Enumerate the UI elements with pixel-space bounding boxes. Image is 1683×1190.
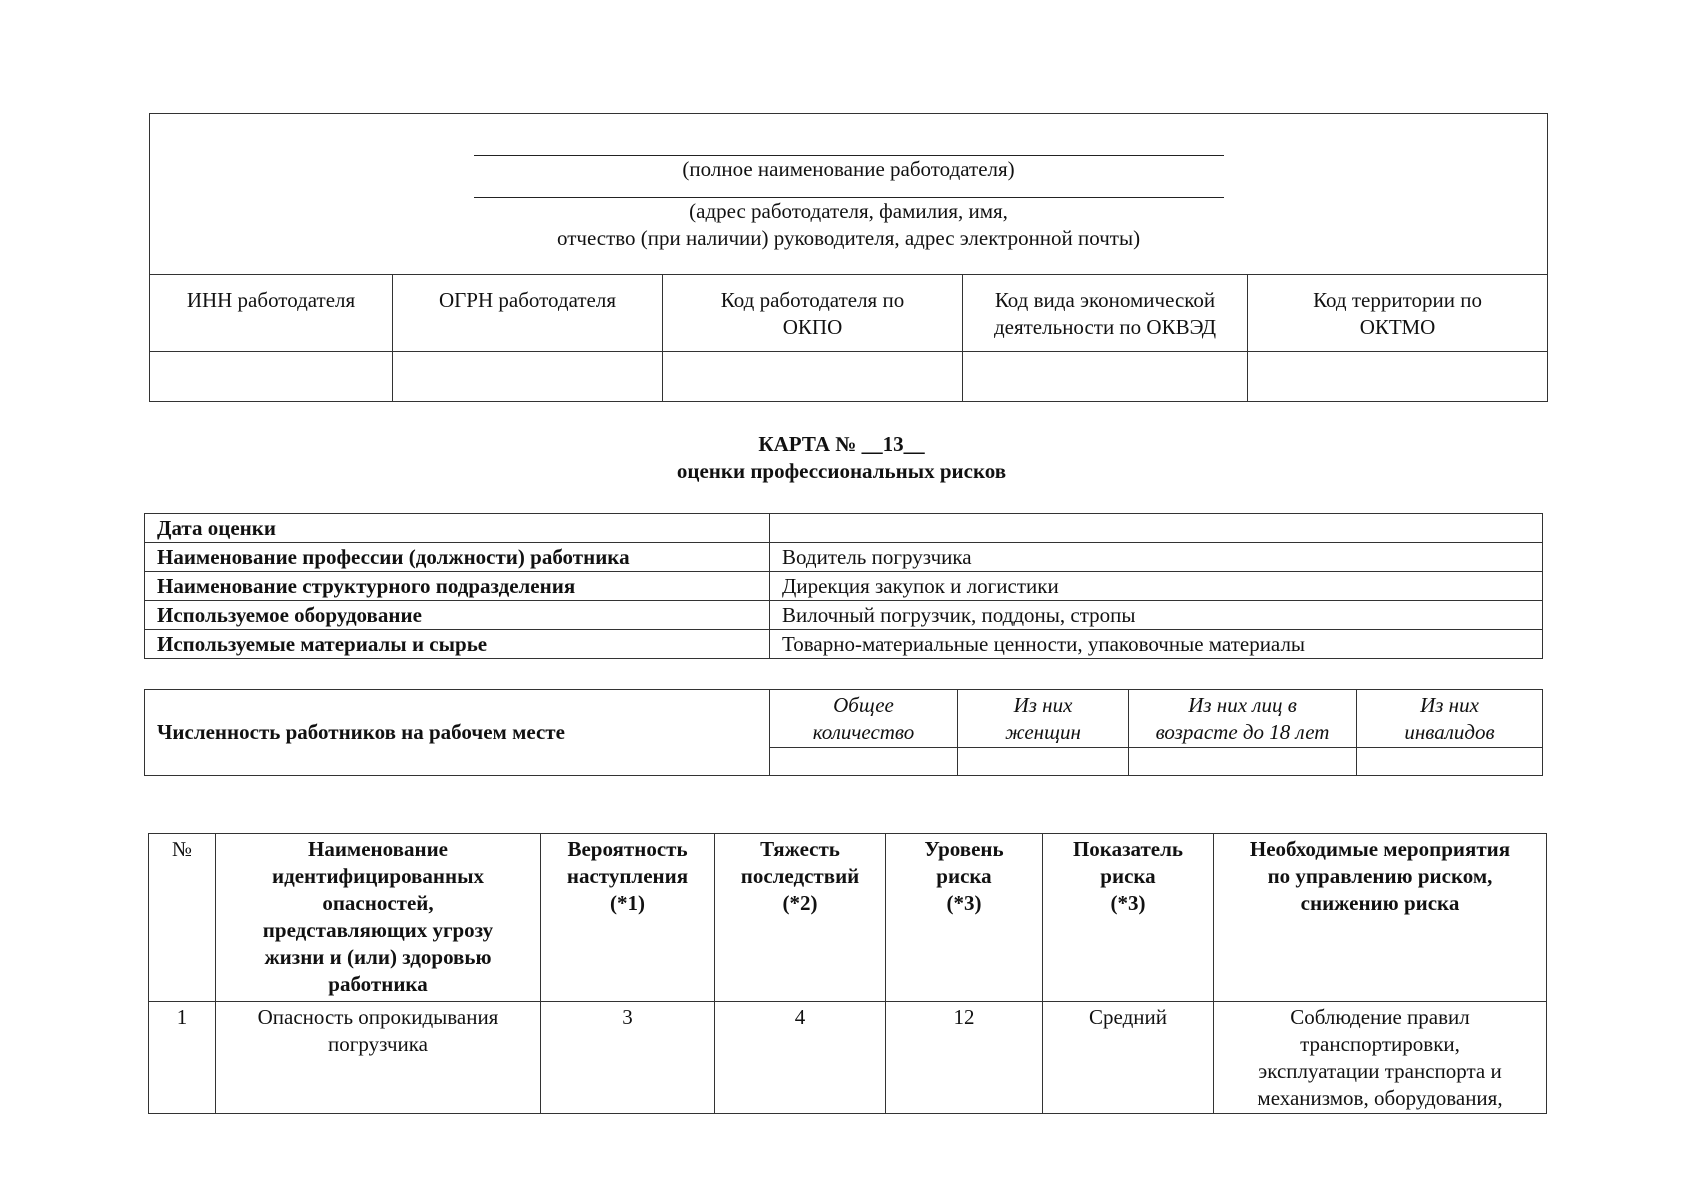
info-label-date: Дата оценки [145,514,770,543]
risk-header-probability: Вероятность наступления (*1) [541,834,715,1002]
risk-cell-level: 12 [886,1002,1043,1114]
info-value-materials: Товарно-материальные ценности, упаковочные материалы [770,630,1543,659]
employer-name-caption: (полное наименование работодателя) [682,157,1015,181]
employer-header-table [149,113,1548,402]
info-value-department: Дирекция закупок и логистики [770,572,1543,601]
risk-cell-measures: Соблюдение правил транспортировки, эксплуатации транспорта и механизмов, оборудования, [1214,1002,1547,1114]
info-row [145,543,1543,572]
headcount-value-total [770,748,958,776]
headcount-value-minors [1129,748,1357,776]
risk-header-hazard: Наименование идентифицированных опасностей, представляющих угрозу жизни и (или) здоровью работника [216,834,541,1002]
risk-cell-indicator: Средний [1043,1002,1214,1114]
risk-header-indicator: Показатель риска (*3) [1043,834,1214,1002]
headcount-col-women: Из них женщин [958,690,1129,748]
table-row [149,1002,1547,1114]
employer-info-cell [150,114,1548,275]
code-label-ogrn: ОГРН работодателя [393,275,663,352]
info-row [145,601,1543,630]
info-value-equipment: Вилочный погрузчик, поддоны, стропы [770,601,1543,630]
title-line-2: оценки профессиональных рисков [676,459,1007,483]
employer-address-caption-line2: отчество (при наличии) руководителя, адрес электронной почты) [556,226,1141,250]
info-label-department: Наименование структурного подразделения [145,572,770,601]
code-value-okved [963,352,1248,402]
info-row [145,572,1543,601]
headcount-value-women [958,748,1129,776]
code-value-okpo [663,352,963,402]
risk-header-number: № [149,834,216,1002]
info-value-date [770,514,1543,543]
headcount-col-total: Общее количество [770,690,958,748]
code-value-inn [150,352,393,402]
code-label-inn: ИНН работодателя [150,275,393,352]
document-title [0,431,1683,485]
workplace-info-table [144,513,1543,659]
risk-cell-number: 1 [149,1002,216,1114]
headcount-label: Численность работников на рабочем месте [145,690,770,776]
employer-address-caption-line1: (адрес работодателя, фамилия, имя, [689,199,1008,223]
code-label-okved: Код вида экономической деятельности по ОКВЭД [963,275,1248,352]
info-label-materials: Используемые материалы и сырье [145,630,770,659]
code-label-oktmo: Код территории по ОКТМО [1248,275,1548,352]
risk-cell-severity: 4 [715,1002,886,1114]
info-label-profession: Наименование профессии (должности) работника [145,543,770,572]
risk-header-row [149,834,1547,1002]
headcount-table [144,689,1543,776]
info-value-profession: Водитель погрузчика [770,543,1543,572]
title-line-1: КАРТА № __13__ [758,432,925,456]
headcount-col-minors: Из них лиц в возрасте до 18 лет [1129,690,1357,748]
info-row [145,514,1543,543]
code-value-oktmo [1248,352,1548,402]
risk-assessment-table [148,833,1547,1114]
info-label-equipment: Используемое оборудование [145,601,770,630]
info-row [145,630,1543,659]
code-value-ogrn [393,352,663,402]
risk-cell-hazard: Опасность опрокидывания погрузчика [216,1002,541,1114]
headcount-col-disabled: Из них инвалидов [1357,690,1543,748]
code-label-okpo: Код работодателя по ОКПО [663,275,963,352]
headcount-value-disabled [1357,748,1543,776]
risk-cell-probability: 3 [541,1002,715,1114]
risk-header-level: Уровень риска (*3) [886,834,1043,1002]
risk-header-severity: Тяжесть последствий (*2) [715,834,886,1002]
risk-header-measures: Необходимые мероприятия по управлению риском, снижению риска [1214,834,1547,1002]
